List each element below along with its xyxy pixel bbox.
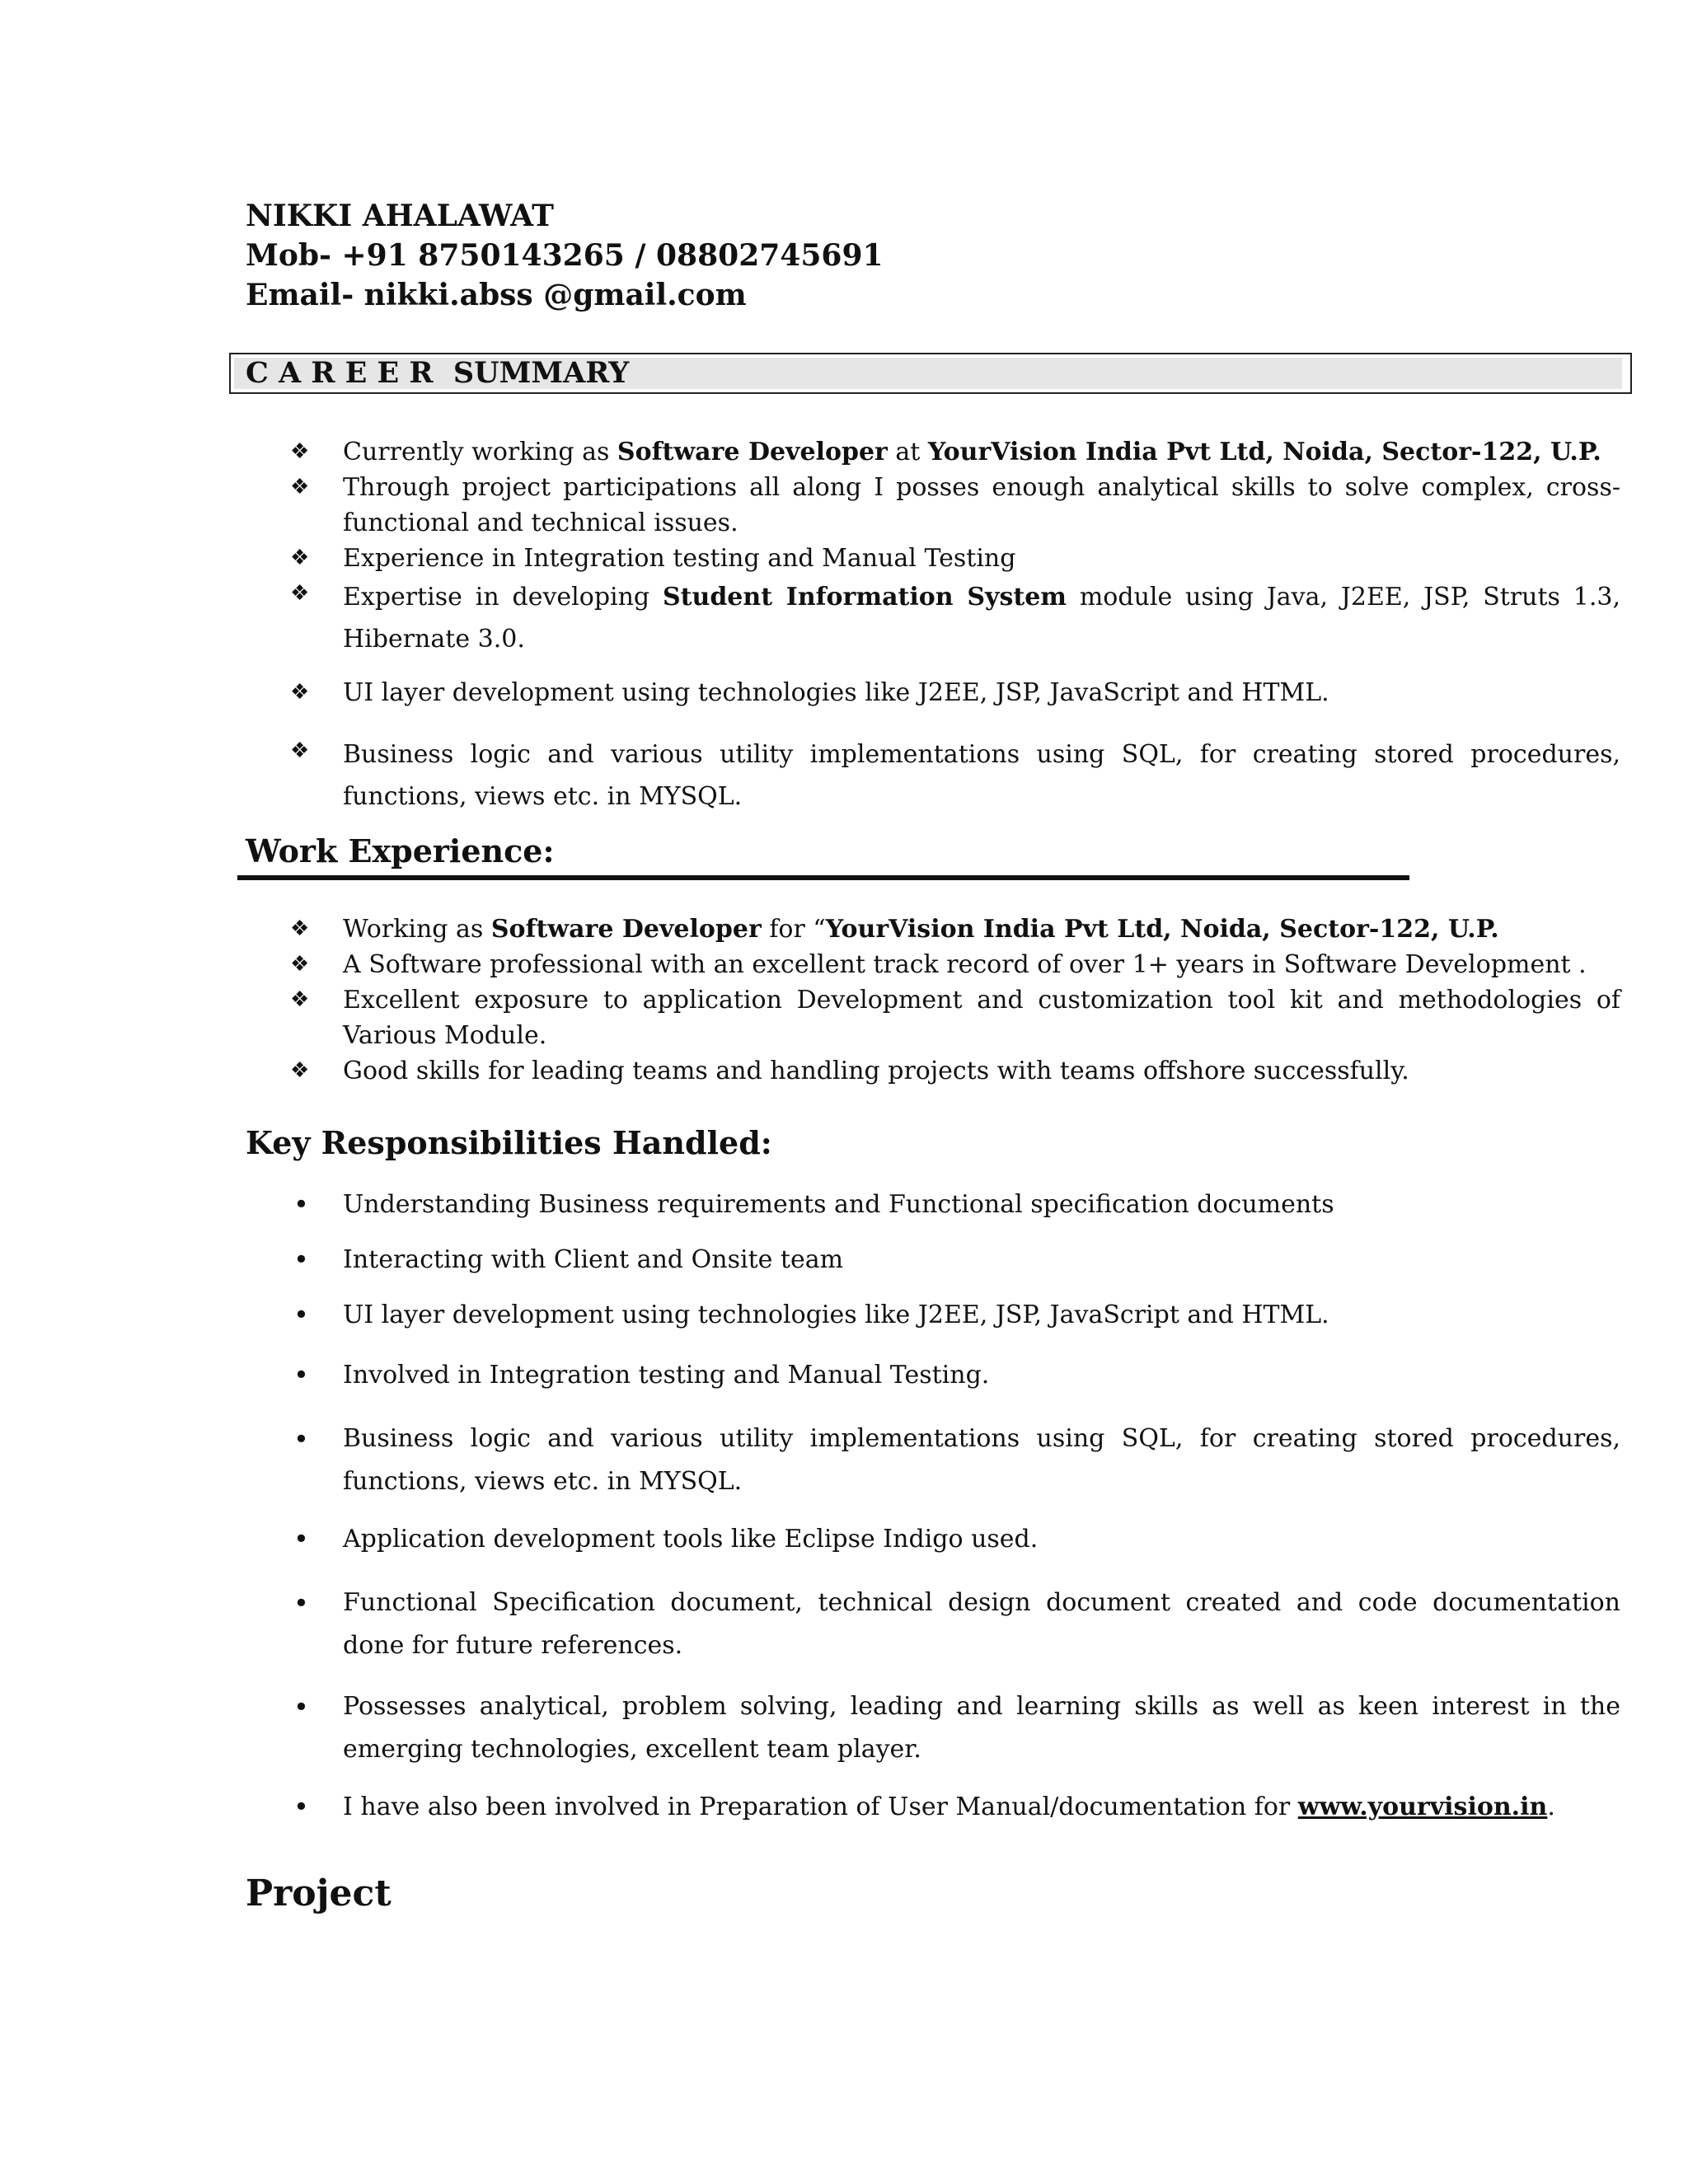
contact-header (246, 196, 884, 315)
email-address: Email- nikki.abss @gmail.com (246, 278, 747, 312)
website-link[interactable]: www.yourvision.in (1297, 1793, 1548, 1821)
list-item (246, 1685, 1620, 1771)
item-text: UI layer development using technologies like J2EE, JSP, JavaScript and HTML. (343, 678, 1329, 707)
list-item (246, 470, 1620, 541)
item-text: Functional Specification document, technical design document created and code documentation done for future references. (343, 1588, 1620, 1660)
list-item (246, 982, 1620, 1053)
list-item (246, 912, 1620, 947)
diamond-bullet-icon: ❖ (290, 952, 310, 977)
list-item (246, 1582, 1620, 1667)
list-item (246, 675, 1620, 710)
item-bold-text: Software Developer (490, 915, 762, 944)
item-bold-text: YourVision India Pvt Ltd, Noida, Sector-122, U.P. (927, 438, 1601, 466)
item-text: Application development tools like Eclipse Indigo used. (343, 1525, 1039, 1554)
item-bold-text: Software Developer (617, 438, 888, 466)
work-experience-list (246, 912, 1620, 1089)
diamond-bullet-icon: ❖ (290, 546, 310, 570)
career-summary-list (246, 434, 1620, 818)
item-text: module using Java, J2EE, JSP, Struts 1.3, Hibernate 3.0. (343, 583, 1620, 654)
key-responsibilities-heading: Key Responsibilities Handled: (246, 1124, 772, 1161)
diamond-bullet-icon: ❖ (290, 738, 310, 763)
item-text: Possesses analytical, problem solving, leading and learning skills as well as keen interest in the emerging technologies, excellent team player. (343, 1692, 1620, 1764)
item-bold-text: Student Information System (662, 583, 1067, 612)
item-text: at (887, 438, 928, 466)
career-summary-heading-box (229, 353, 1632, 394)
list-item (246, 1357, 1620, 1393)
item-text: Through project participations all along I posses enough analytical skills to solve complex, cross-functional and technical issues. (343, 473, 1620, 537)
heading-underline (237, 875, 1409, 880)
dot-bullet-icon: • (293, 1188, 309, 1220)
item-text: Expertise in developing (343, 583, 663, 612)
list-item (246, 1053, 1620, 1089)
diamond-bullet-icon: ❖ (290, 439, 310, 464)
mobile-number: Mob- +91 8750143265 / 08802745691 (246, 238, 884, 273)
diamond-bullet-icon: ❖ (290, 475, 310, 499)
dot-bullet-icon: • (293, 1523, 309, 1554)
key-responsibilities-list (246, 1187, 1620, 1825)
item-text: Good skills for leading teams and handling projects with teams offshore successfully. (343, 1057, 1409, 1085)
list-item (246, 576, 1620, 660)
item-text: Business logic and various utility implementations using SQL, for creating stored procedures, functions, views etc. in MYSQL. (343, 1424, 1620, 1496)
item-text: . (1547, 1793, 1555, 1821)
item-text: Understanding Business requirements and Functional specification documents (343, 1190, 1334, 1219)
item-text: Excellent exposure to application Development and customization tool kit and methodologies of Various Module. (343, 986, 1620, 1050)
dot-bullet-icon: • (293, 1359, 309, 1390)
dot-bullet-icon: • (293, 1244, 309, 1275)
dot-bullet-icon: • (293, 1691, 309, 1722)
item-text: for “ (761, 915, 826, 944)
list-item (246, 733, 1620, 818)
list-item (246, 1297, 1620, 1333)
dot-bullet-icon: • (293, 1587, 309, 1619)
item-bold-text: YourVision India Pvt Ltd, Noida, Sector-122, U.P. (825, 915, 1499, 944)
item-text: A Software professional with an excellent track record of over 1+ years in Software Development . (343, 950, 1587, 979)
list-item (246, 434, 1620, 470)
item-text: I have also been involved in Preparation of User Manual/documentation for (343, 1793, 1298, 1821)
diamond-bullet-icon: ❖ (290, 680, 310, 705)
list-item (246, 947, 1620, 982)
project-heading: Project (246, 1872, 392, 1915)
list-item (246, 1242, 1620, 1277)
item-text: Interacting with Client and Onsite team (343, 1245, 844, 1274)
dot-bullet-icon: • (293, 1299, 309, 1330)
list-item (246, 541, 1620, 576)
candidate-name: NIKKI AHALAWAT (246, 199, 554, 233)
list-item (246, 1418, 1620, 1503)
diamond-bullet-icon: ❖ (290, 987, 310, 1012)
diamond-bullet-icon: ❖ (290, 916, 310, 941)
list-item (246, 1789, 1620, 1825)
diamond-bullet-icon: ❖ (290, 581, 310, 606)
dot-bullet-icon: • (293, 1423, 309, 1455)
item-text: Currently working as (343, 438, 617, 466)
career-summary-title: C A R E E R SUMMARY (246, 356, 630, 390)
diamond-bullet-icon: ❖ (290, 1058, 310, 1083)
dot-bullet-icon: • (293, 1791, 309, 1822)
list-item (246, 1521, 1620, 1557)
item-text: Experience in Integration testing and Manual Testing (343, 544, 1016, 573)
item-text: Business logic and various utility implementations using SQL, for creating stored procedures, functions, views etc. in MYSQL. (343, 740, 1620, 811)
item-text: UI layer development using technologies like J2EE, JSP, JavaScript and HTML. (343, 1301, 1329, 1329)
item-text: Involved in Integration testing and Manual Testing. (343, 1361, 990, 1390)
list-item (246, 1187, 1620, 1222)
work-experience-heading: Work Experience: (246, 832, 555, 869)
item-text: Working as (343, 915, 491, 944)
